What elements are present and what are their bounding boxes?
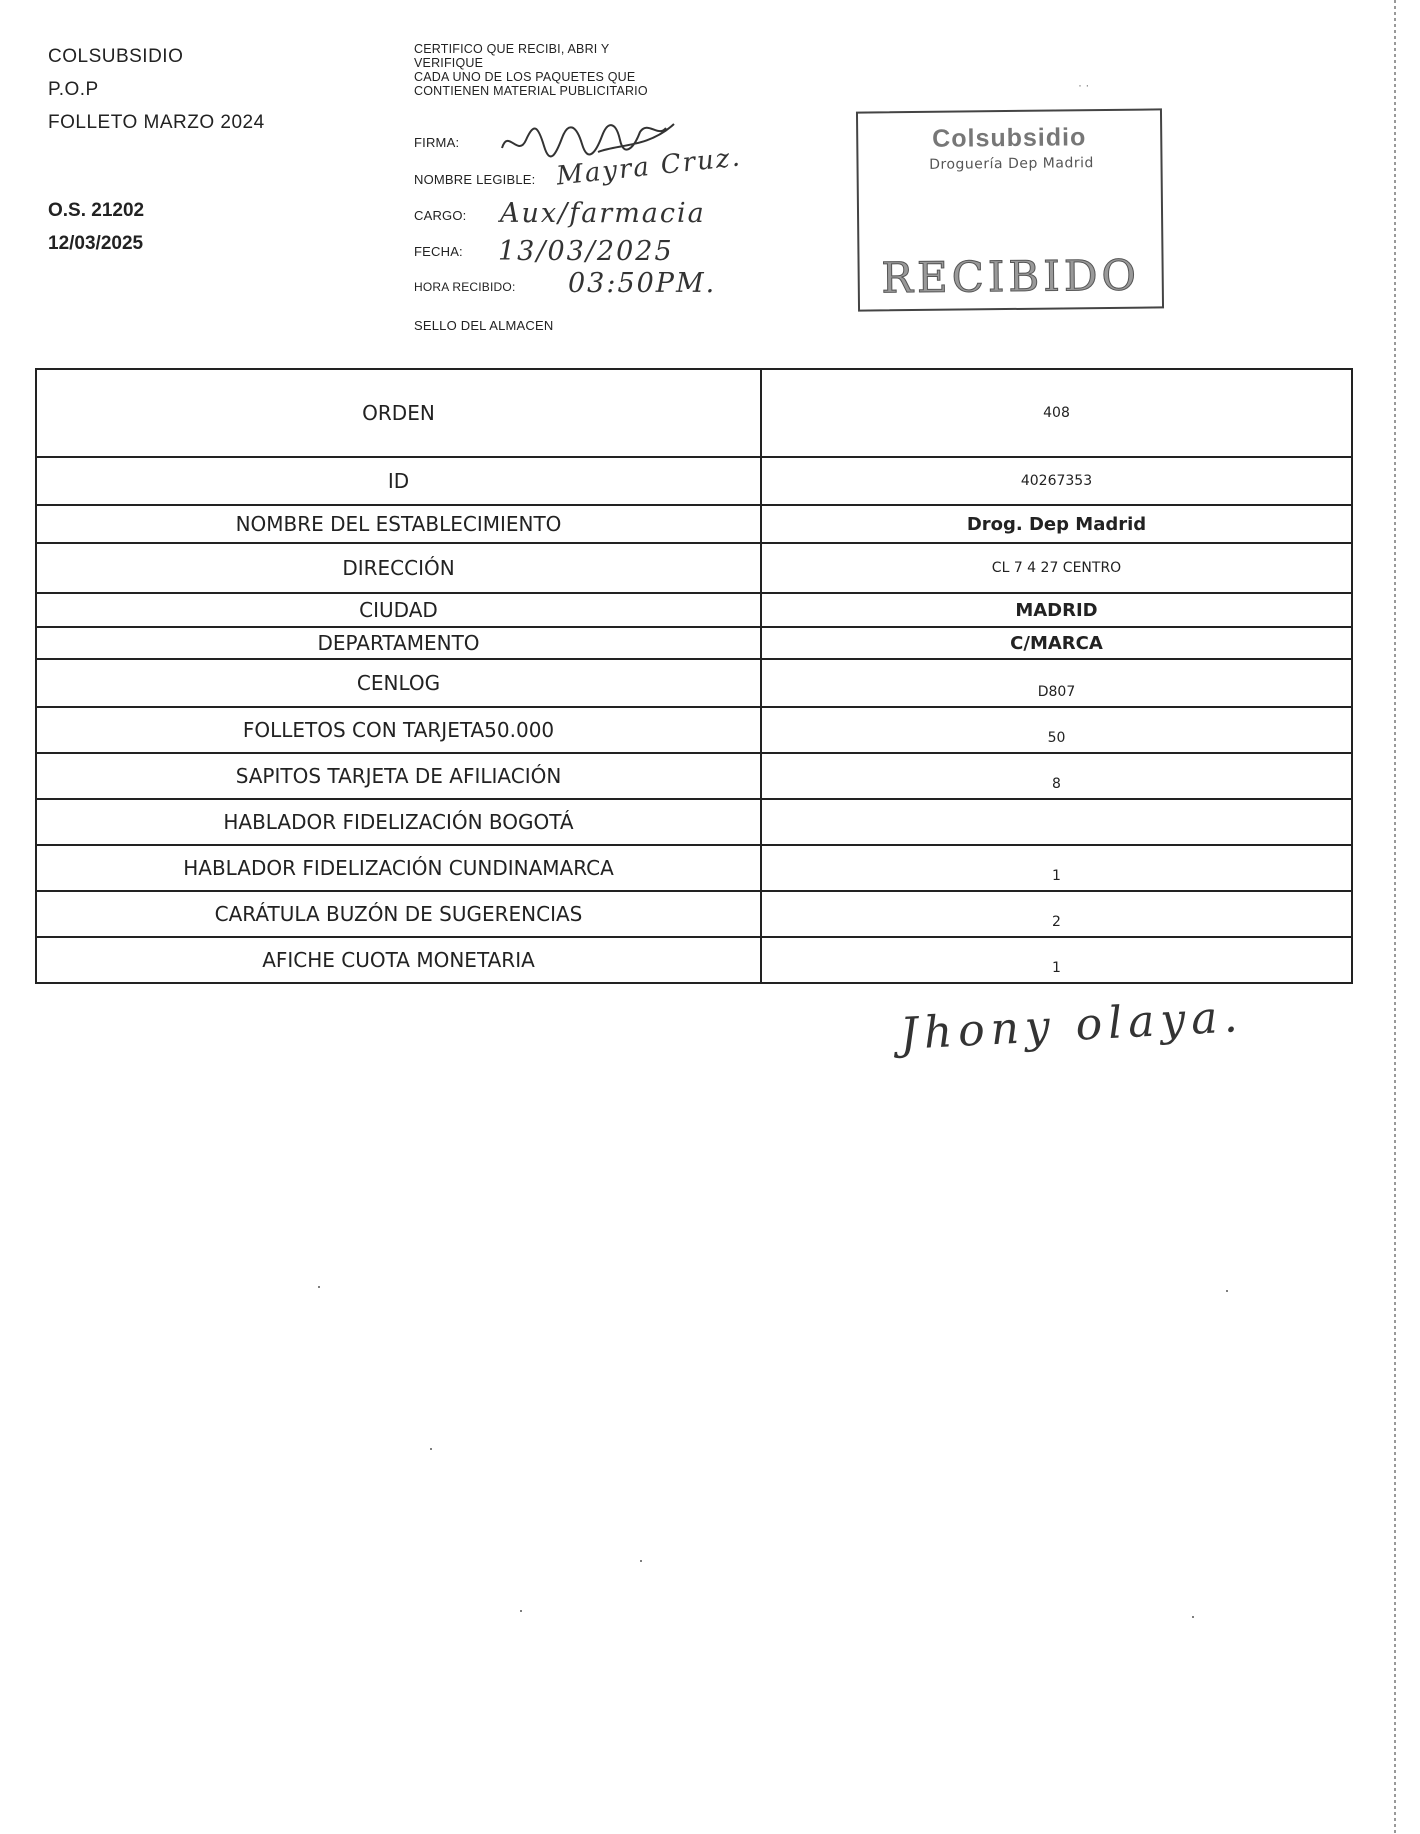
scan-edge-line — [1394, 0, 1396, 1834]
cert-line-3: CADA UNO DE LOS PAQUETES QUE — [414, 70, 636, 84]
table-row — [36, 707, 1352, 753]
sello-label: SELLO DEL ALMACEN — [414, 318, 554, 333]
row-label: ID — [36, 457, 761, 505]
header-left-order — [48, 194, 144, 260]
row-value: 408 — [761, 369, 1352, 457]
row-label: HABLADOR FIDELIZACIÓN CUNDINAMARCA — [36, 845, 761, 891]
row-label: HABLADOR FIDELIZACIÓN BOGOTÁ — [36, 799, 761, 845]
certification-text — [414, 42, 648, 98]
fecha-handwritten: 13/03/2025 — [498, 236, 674, 267]
table-row — [36, 753, 1352, 799]
row-value: 50 — [761, 707, 1352, 753]
bottom-signature: Jhony olaya. — [898, 991, 1245, 1060]
received-stamp — [856, 108, 1164, 311]
row-value: CL 7 4 27 CENTRO — [761, 543, 1352, 593]
cert-line-4: CONTIENEN MATERIAL PUBLICITARIO — [414, 84, 648, 98]
scan-speck — [1226, 1290, 1228, 1292]
row-value: C/MARCA — [761, 627, 1352, 659]
delivery-table — [35, 368, 1353, 984]
corner-mark: · · — [1078, 78, 1090, 92]
cargo-label: CARGO: — [414, 208, 467, 223]
row-value: 2 — [761, 891, 1352, 937]
table-row — [36, 457, 1352, 505]
row-label: FOLLETOS CON TARJETA50.000 — [36, 707, 761, 753]
row-value: D807 — [761, 659, 1352, 707]
table-row — [36, 891, 1352, 937]
table-row — [36, 627, 1352, 659]
table-row — [36, 799, 1352, 845]
pop-label: P.O.P — [48, 79, 99, 100]
row-label: AFICHE CUOTA MONETARIA — [36, 937, 761, 983]
scan-speck — [318, 1286, 320, 1288]
row-label: ORDEN — [36, 369, 761, 457]
table-row — [36, 659, 1352, 707]
row-label: DEPARTAMENTO — [36, 627, 761, 659]
company-name: COLSUBSIDIO — [48, 46, 184, 67]
row-label: NOMBRE DEL ESTABLECIMIENTO — [36, 505, 761, 543]
stamp-brand: Colsubsidio — [932, 123, 1087, 153]
stamp-received: RECIBIDO — [881, 250, 1141, 303]
row-label: CENLOG — [36, 659, 761, 707]
row-label: CARÁTULA BUZÓN DE SUGERENCIAS — [36, 891, 761, 937]
scan-speck — [520, 1610, 522, 1612]
scan-speck — [1192, 1616, 1194, 1618]
scan-speck — [430, 1448, 432, 1450]
hora-handwritten: 03:50PM. — [568, 268, 717, 299]
row-label: DIRECCIÓN — [36, 543, 761, 593]
cert-line-2: VERIFIQUE — [414, 56, 484, 70]
hora-label: HORA RECIBIDO: — [414, 280, 516, 294]
cert-line-1: CERTIFICO QUE RECIBI, ABRI Y — [414, 42, 610, 56]
table-row — [36, 369, 1352, 457]
row-value: 1 — [761, 937, 1352, 983]
cargo-handwritten: Aux/farmacia — [500, 198, 706, 229]
brochure-title: FOLLETO MARZO 2024 — [48, 112, 265, 133]
stamp-subtitle: Droguería Dep Madrid — [929, 155, 1094, 173]
order-service: O.S. 21202 — [48, 200, 145, 221]
scan-speck — [640, 1560, 642, 1562]
row-value: 8 — [761, 753, 1352, 799]
row-value: 40267353 — [761, 457, 1352, 505]
table-row — [36, 543, 1352, 593]
row-value: Drog. Dep Madrid — [761, 505, 1352, 543]
table-row — [36, 593, 1352, 627]
fecha-label: FECHA: — [414, 244, 463, 259]
firma-label: FIRMA: — [414, 135, 460, 150]
row-label: CIUDAD — [36, 593, 761, 627]
nombre-handwritten: Mayra Cruz. — [554, 142, 744, 192]
table-row — [36, 505, 1352, 543]
header-date: 12/03/2025 — [48, 233, 144, 254]
nombre-label: NOMBRE LEGIBLE: — [414, 172, 536, 187]
table-row — [36, 845, 1352, 891]
table-row — [36, 937, 1352, 983]
row-value: MADRID — [761, 593, 1352, 627]
header-left — [48, 40, 265, 139]
row-label: SAPITOS TARJETA DE AFILIACIÓN — [36, 753, 761, 799]
row-value — [761, 799, 1352, 845]
row-value: 1 — [761, 845, 1352, 891]
